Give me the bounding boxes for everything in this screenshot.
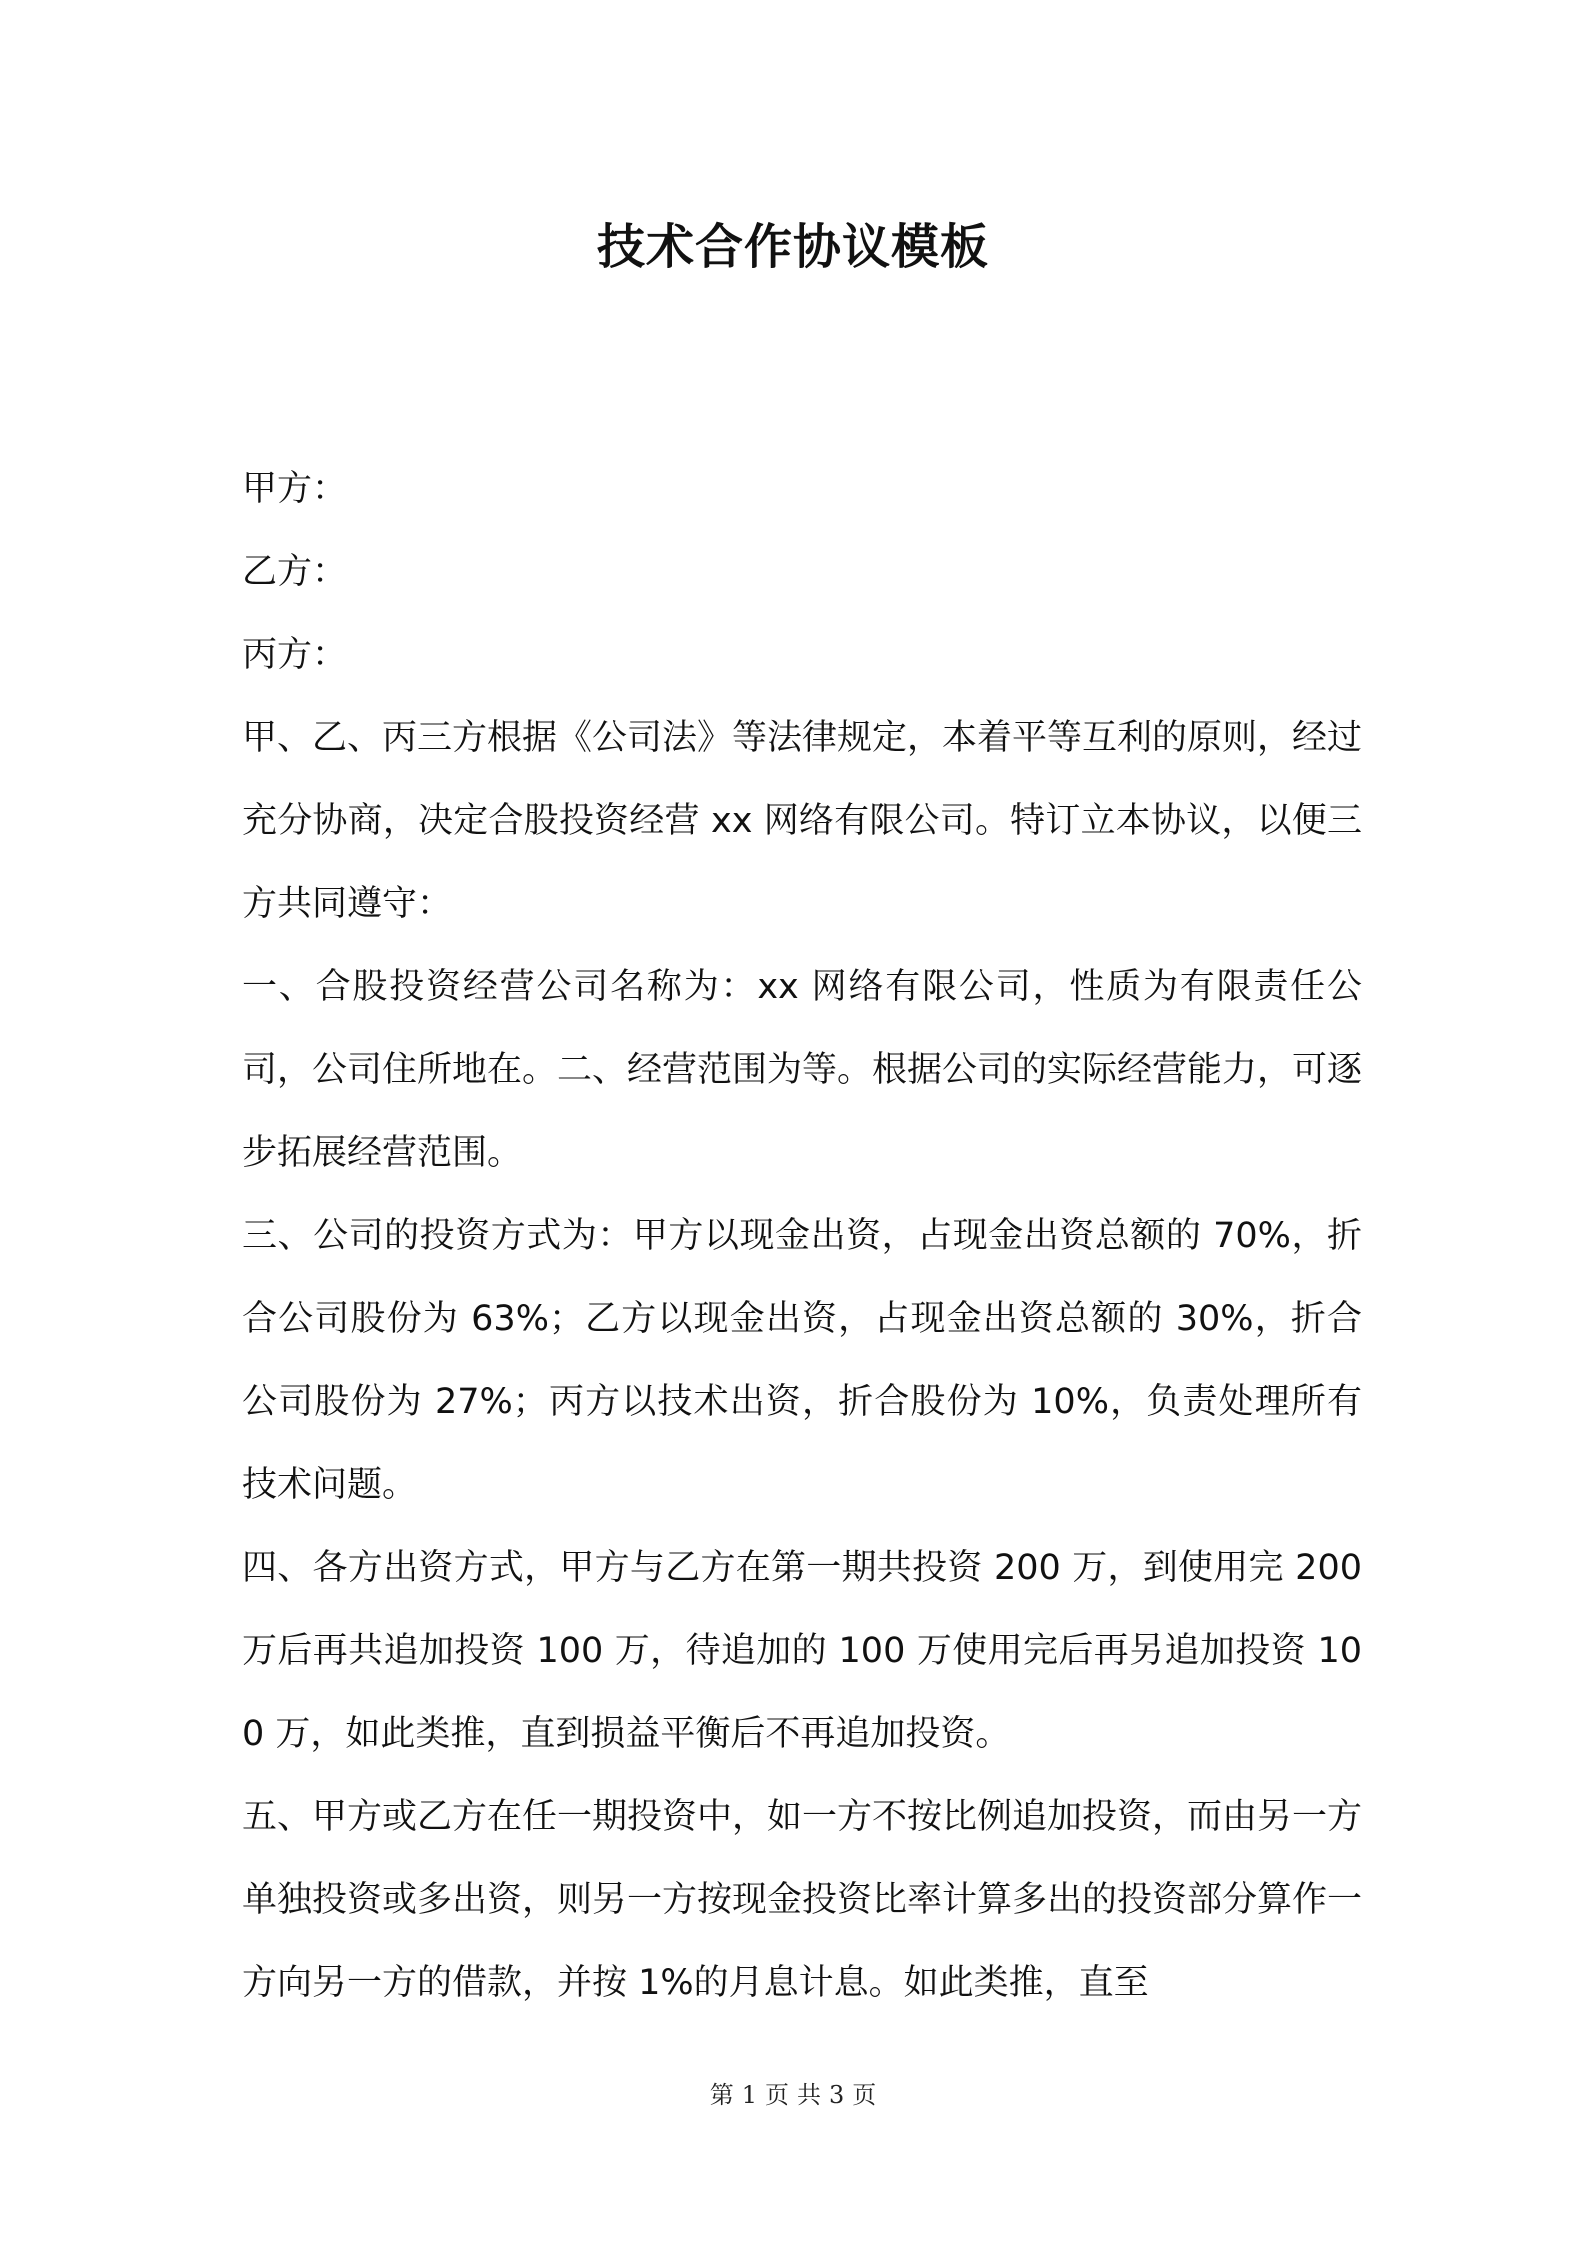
footer-total-prefix: 共 xyxy=(797,2081,821,2109)
footer-page-number: 1 xyxy=(741,2081,757,2109)
party-b-line: 乙方： xyxy=(242,552,348,592)
footer-page-word: 页 xyxy=(765,2081,789,2109)
party-c-line: 丙方： xyxy=(242,635,348,675)
party-a-line: 甲方： xyxy=(242,469,348,509)
clause-5-paragraph: 五、甲方或乙方在任一期投资中，如一方不按比例追加投资，而由另一方单独投资或多出资，则另一方按现金投资比率计算多出的投资部分算作一方向另一方的借款，并按 1%的月息计息。如此类推，直至 xyxy=(242,1797,1363,2003)
document-title: 技术合作协议模板 xyxy=(596,219,989,275)
footer-total-pages: 3 xyxy=(829,2081,845,2109)
clause-1-2-paragraph: 一、合股投资经营公司名称为：xx 网络有限公司，性质为有限责任公司，公司住所地在。二、经营范围为等。根据公司的实际经营能力，可逐步拓展经营范围。 xyxy=(242,967,1363,1173)
page-footer xyxy=(0,2078,1586,2112)
document-body xyxy=(242,448,1362,2025)
footer-prefix: 第 xyxy=(709,2081,734,2109)
clause-4-paragraph: 四、各方出资方式，甲方与乙方在第一期共投资 200 万，到使用完 200 万后再共追加投资 100 万，待追加的 100 万使用完后再另追加投资 100 万，如此类推，直到损益平衡后不再追加投资。 xyxy=(242,1548,1362,1754)
clause-3-paragraph: 三、公司的投资方式为：甲方以现金出资，占现金出资总额的 70%，折合公司股份为 63%；乙方以现金出资，占现金出资总额的 30%，折合公司股份为 27%；丙方以技术出资，折合股份为 10%，负责处理所有技术问题。 xyxy=(242,1216,1362,1505)
preamble-paragraph: 甲、乙、丙三方根据《公司法》等法律规定，本着平等互利的原则，经过充分协商，决定合股投资经营 xx 网络有限公司。特订立本协议，以便三方共同遵守： xyxy=(242,718,1363,924)
footer-total-suffix: 页 xyxy=(852,2081,877,2109)
